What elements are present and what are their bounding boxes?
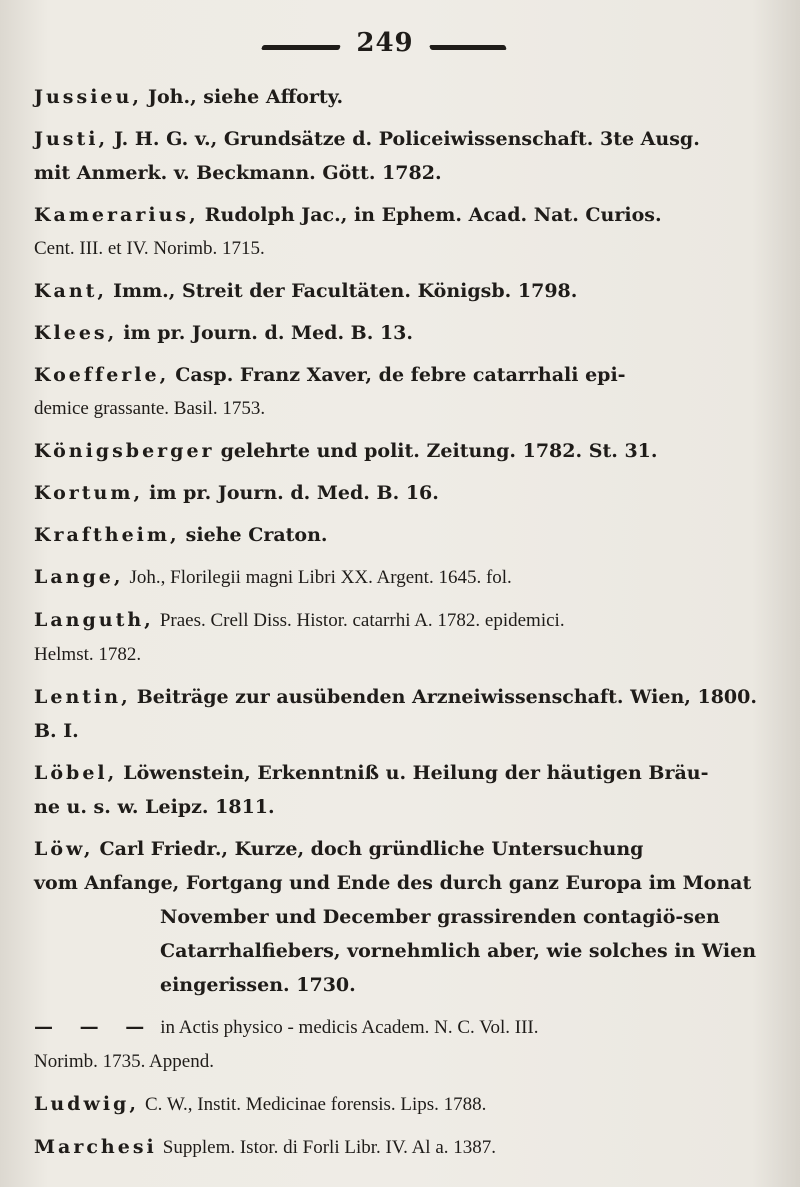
entry-text: gelehrte und polit. Zeitung. 1782. St. 31. (220, 440, 658, 462)
entry-continuation: Helmst. 1782. (34, 644, 142, 665)
bibliography-entry (34, 1130, 774, 1165)
entry-continuation: mit Anmerk. v. Beckmann. Gött. 1782. (34, 162, 442, 184)
bibliography-entry (34, 756, 774, 824)
bibliography-list (34, 80, 774, 1173)
bibliography-entry (34, 680, 774, 748)
entry-text: Joh., siehe Afforty. (147, 86, 344, 108)
entry-text: Carl Friedr., Kurze, doch gründliche Untersuchung (99, 838, 644, 860)
bibliography-entry (34, 80, 774, 114)
entry-author: Lange, (34, 566, 124, 588)
bibliography-entry (34, 832, 774, 1002)
entry-continuation: demice grassante. Basil. 1753. (34, 398, 266, 419)
bibliography-entry (34, 603, 774, 672)
entry-continuation: ne u. s. w. Leipz. 1811. (34, 796, 275, 818)
entry-author: Kortum, (34, 482, 144, 504)
page-number: 249 (356, 28, 414, 58)
entry-text: Beiträge zur ausübenden Arzneiwissenschaft. Wien, 1800. (136, 686, 757, 708)
bibliography-entry (34, 1010, 774, 1079)
bibliography-entry (34, 274, 774, 308)
entry-author: Kraftheim, (34, 524, 180, 546)
header-ornament-right (429, 45, 507, 50)
entry-author: Klees, (34, 322, 118, 344)
entry-text: Casp. Franz Xaver, de febre catarrhali epi- (175, 364, 626, 386)
entry-author: Löw, (34, 838, 94, 860)
bibliography-entry (34, 122, 774, 190)
entry-text: Joh., Florilegii magni Libri XX. Argent. 1645. fol. (129, 567, 512, 588)
entry-continuation: Norimb. 1735. Append. (34, 1051, 214, 1072)
entry-continuation: Cent. III. et IV. Norimb. 1715. (34, 238, 265, 259)
entry-continuation: vom Anfange, Fortgang und Ende des durch ganz Europa im Monat November und December grassirenden contagiö-sen Catarrhalfiebers, vornehmlich aber, wie solches in Wien eingerissen. 1730. (34, 872, 757, 996)
bibliography-entry (34, 518, 774, 552)
entry-author: Königsberger (34, 440, 215, 462)
entry-text: im pr. Journ. d. Med. B. 13. (123, 322, 414, 344)
entry-author: Koefferle, (34, 364, 170, 386)
header-ornament-left (261, 45, 341, 50)
bibliography-entry (34, 560, 774, 595)
entry-text: Imm., Streit der Facultäten. Königsb. 1798. (113, 280, 578, 302)
entry-text: C. W., Instit. Medicinae forensis. Lips. 1788. (144, 1094, 487, 1115)
entry-author: Justi, (34, 128, 109, 150)
entry-text: Löwenstein, Erkenntniß u. Heilung der häutigen Bräu- (123, 762, 709, 784)
entry-author: Kamerarius, (34, 204, 199, 226)
entry-author: Kant, (34, 280, 108, 302)
entry-text: Rudolph Jac., in Ephem. Acad. Nat. Curios. (204, 204, 662, 226)
entry-author: Ludwig, (34, 1093, 139, 1115)
entry-author: Jussieu, (34, 86, 142, 108)
entry-author: Löbel, (34, 762, 118, 784)
entry-text: Praes. Crell Diss. Histor. catarrhi A. 1782. epidemici. (159, 610, 565, 631)
entry-text: im pr. Journ. d. Med. B. 16. (149, 482, 439, 504)
bibliography-entry (34, 198, 774, 266)
entry-author: — — — (34, 1016, 155, 1038)
entry-author: Lentin, (34, 686, 131, 708)
bibliography-entry (34, 358, 774, 426)
entry-text: J. H. G. v., Grundsätze d. Policeiwissenschaft. 3te Ausg. (114, 128, 700, 150)
entry-text: Supplem. Istor. di Forli Libr. IV. Al a. 1387. (162, 1137, 497, 1158)
entry-author: Marchesi (34, 1136, 157, 1158)
entry-text: siehe Craton. (185, 524, 328, 546)
bibliography-entry (34, 476, 774, 510)
page-header (0, 26, 800, 66)
bibliography-entry (34, 434, 774, 468)
bibliography-entry (34, 1087, 774, 1122)
entry-text: in Actis physico - medicis Academ. N. C. Vol. III. (160, 1017, 539, 1038)
bibliography-entry (34, 316, 774, 350)
entry-continuation: B. I. (34, 720, 79, 742)
entry-author: Languth, (34, 609, 154, 631)
